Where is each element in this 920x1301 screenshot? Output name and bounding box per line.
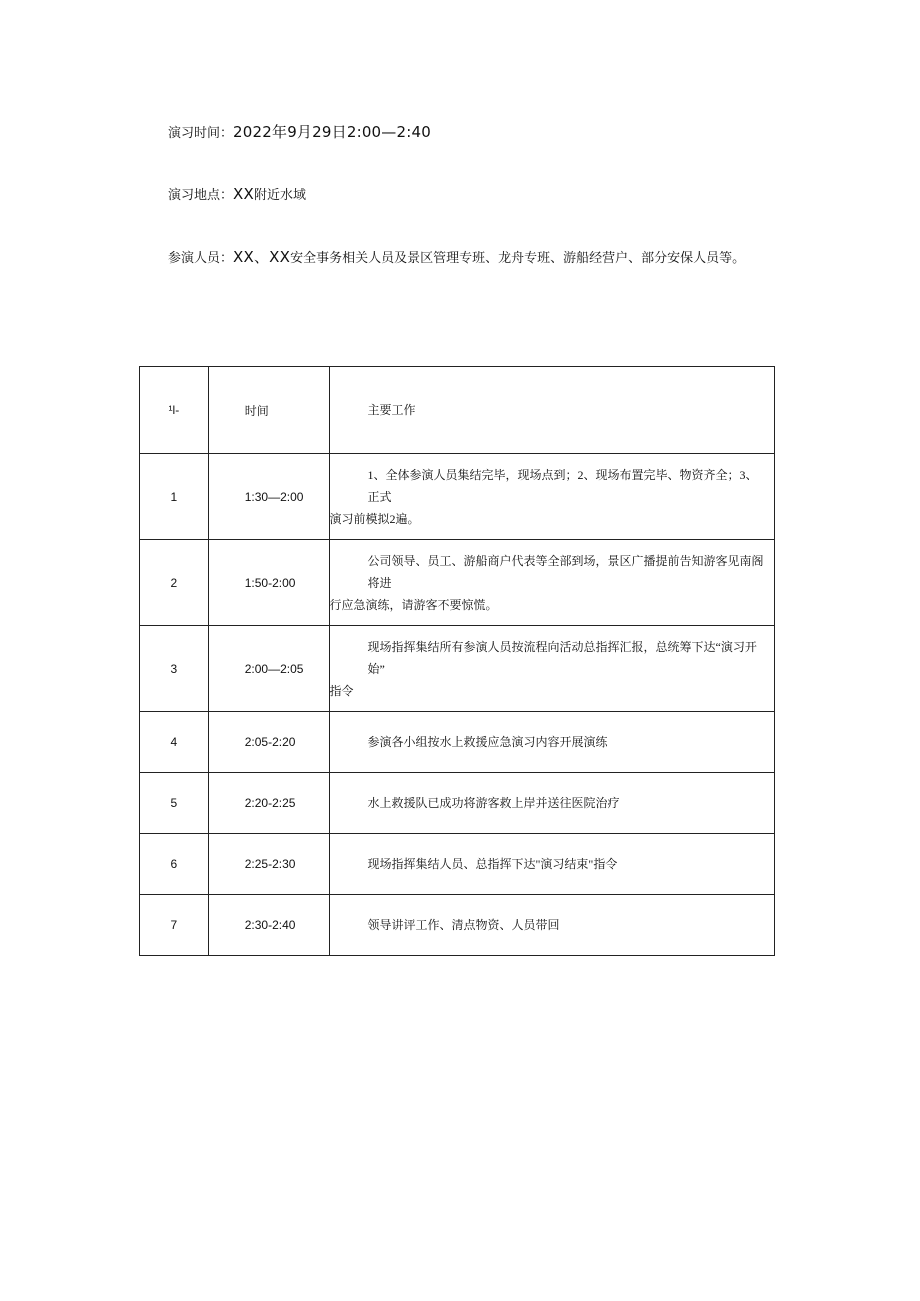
drill-time-line xyxy=(168,122,431,144)
row-time-label: 1:30—2:00 xyxy=(244,489,304,504)
table-row xyxy=(140,834,775,895)
participants-value-code: XX、XX xyxy=(233,248,291,266)
row-time-label: 2:20-2:25 xyxy=(244,796,296,810)
drill-place-line xyxy=(168,184,306,206)
row-work-text xyxy=(330,464,774,530)
row-time xyxy=(208,834,329,895)
row-time xyxy=(208,626,329,712)
drill-place-value-code: XX xyxy=(233,185,254,203)
participants-value: 安全事务相关人员及景区管理专班、龙舟专班、游船经营户、部分安保人员等。 xyxy=(290,251,746,266)
row-no: 1 xyxy=(140,454,209,540)
row-time-label: 1:50-2:00 xyxy=(244,575,296,590)
header-time-label: 时间 xyxy=(244,403,269,418)
row-work-text xyxy=(330,636,774,702)
table-header-row xyxy=(140,367,775,454)
row-work-line2: 演习前模拟2遍。 xyxy=(329,511,420,526)
row-time-label: 2:25-2:30 xyxy=(244,857,296,871)
participants-label: 参演人员： xyxy=(168,251,234,266)
table-row xyxy=(140,773,775,834)
header-no: ¹l- xyxy=(140,367,209,454)
table-row xyxy=(140,540,775,626)
row-time xyxy=(208,454,329,540)
header-time xyxy=(208,367,329,454)
header-work xyxy=(329,367,774,454)
table-row xyxy=(140,895,775,956)
row-no: 6 xyxy=(140,834,209,895)
row-work xyxy=(329,626,774,712)
row-time xyxy=(208,895,329,956)
row-work xyxy=(329,834,774,895)
row-time xyxy=(208,773,329,834)
row-work-text: 现场指挥集结人员、总指挥下达"演习结束"指令 xyxy=(367,857,618,871)
row-work-text: 领导讲评工作、清点物资、人员带回 xyxy=(367,918,560,932)
row-no: 7 xyxy=(140,895,209,956)
row-no: 5 xyxy=(140,773,209,834)
drill-time-value: 2022年9月29日2:00—2:40 xyxy=(233,123,431,141)
row-work xyxy=(329,454,774,540)
table-row xyxy=(140,626,775,712)
row-work xyxy=(329,895,774,956)
drill-place-value: 附近水域 xyxy=(253,188,306,203)
row-work-line2: 指令 xyxy=(329,683,354,698)
row-work-text: 参演各小组按水上救援应急演习内容开展演练 xyxy=(367,735,608,749)
participants-line xyxy=(168,247,745,269)
row-time-label: 2:05-2:20 xyxy=(244,735,296,749)
row-no: 3 xyxy=(140,626,209,712)
row-time xyxy=(208,712,329,773)
row-time-label: 2:00—2:05 xyxy=(244,661,304,676)
row-work-text: 水上救援队已成功将游客救上岸并送往医院治疗 xyxy=(367,796,620,810)
row-work-line1: 1、全体参演人员集结完毕，现场点到；2、现场布置完毕、物资齐全；3、正式 xyxy=(367,467,758,504)
row-work xyxy=(329,773,774,834)
drill-schedule-table xyxy=(139,366,775,956)
row-time xyxy=(208,540,329,626)
row-work-line2: 行应急演练，请游客不要惊慌。 xyxy=(329,597,498,612)
row-work-line1: 公司领导、员工、游船商户代表等全部到场，景区广播提前告知游客见南阁将进 xyxy=(367,553,764,590)
row-work xyxy=(329,712,774,773)
row-no: 2 xyxy=(140,540,209,626)
row-work xyxy=(329,540,774,626)
drill-place-label: 演习地点： xyxy=(168,188,234,203)
header-work-label: 主要工作 xyxy=(367,403,416,417)
table-row xyxy=(140,454,775,540)
row-no: 4 xyxy=(140,712,209,773)
row-time-label: 2:30-2:40 xyxy=(244,918,296,932)
drill-time-label: 演习时间： xyxy=(168,126,234,141)
row-work-text xyxy=(330,550,774,616)
table-row xyxy=(140,712,775,773)
row-work-line1: 现场指挥集结所有参演人员按流程向活动总指挥汇报，总统筹下达“演习开始” xyxy=(367,639,757,676)
